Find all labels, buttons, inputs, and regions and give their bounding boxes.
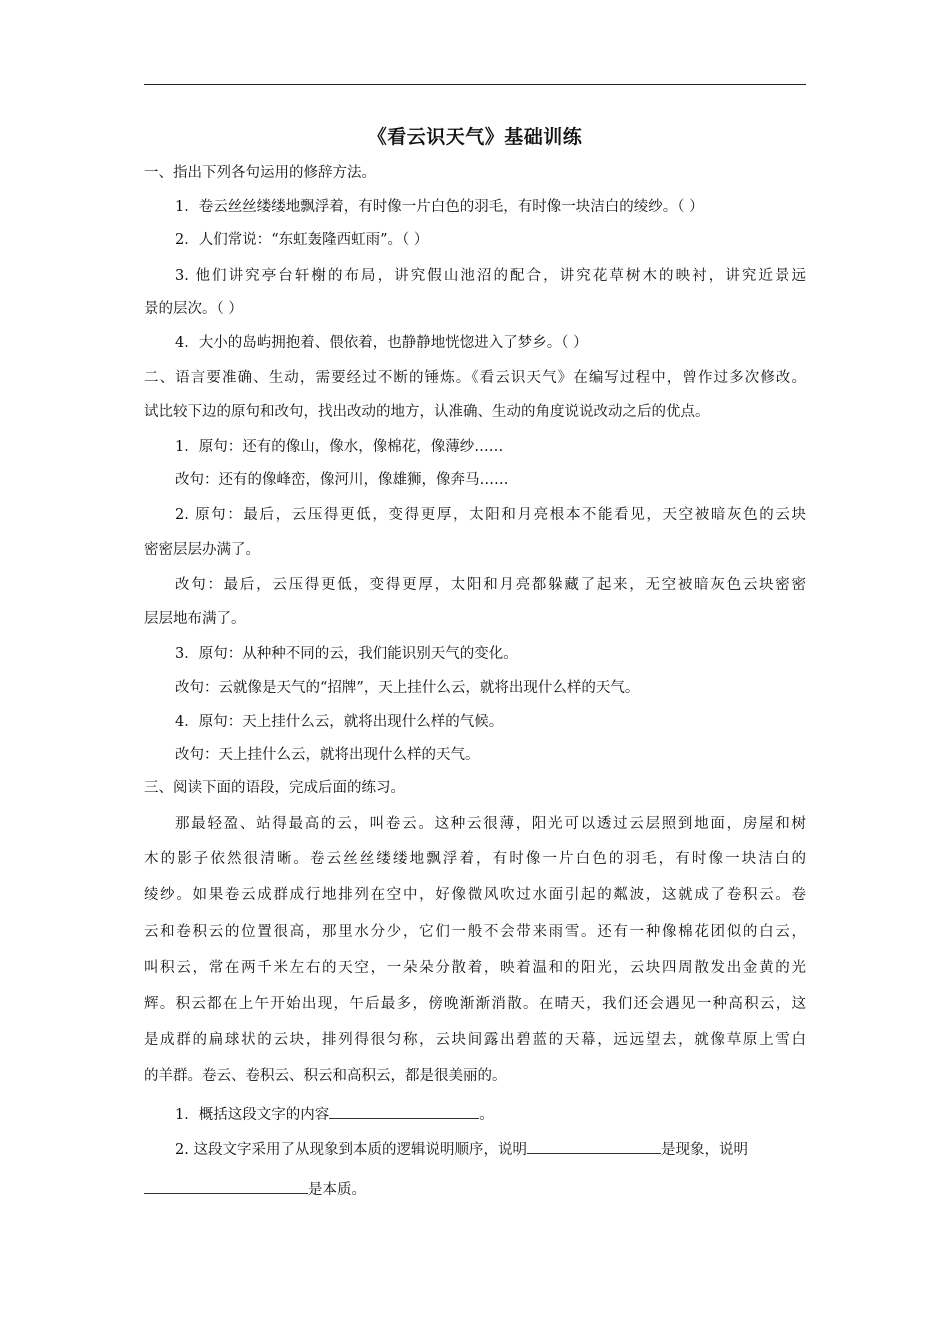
answer-blank-2[interactable] (527, 1139, 661, 1154)
header-rule (144, 84, 806, 85)
section-3-heading: 三、阅读下面的语段，完成后面的练习。 (144, 780, 405, 796)
s2-pair-1-original: 1．原句：还有的像山，像水，像棉花，像薄纱…… (175, 439, 504, 455)
s3-exercise-1-end: 。 (479, 1107, 494, 1123)
answer-blank-1[interactable] (329, 1104, 479, 1119)
s3-exercise-1 (175, 1104, 806, 1125)
s3-exercise-2-line-1 (175, 1139, 806, 1160)
passage-line-1: 那最轻盈、站得最高的云，叫卷云。这种云很薄，阳光可以透过云层照到地面，房屋和树 (175, 816, 806, 832)
s1-question-3-line-1: 3. 他们讲究亭台轩榭的布局，讲究假山池沼的配合，讲究花草树木的映衬，讲究近景远 (175, 268, 806, 284)
passage-line-4: 云和卷积云的位置很高，那里水分少，它们一般不会带来雨雪。还有一种像棉花团似的白云， (144, 924, 806, 940)
section-2-heading-line-1: 二、语言要准确、生动，需要经过不断的锤炼。《看云识天气》在编写过程中，曾作过多次修改。 (144, 370, 806, 386)
section-2-heading-line-2: 试比较下边的原句和改句，找出改动的地方，认准确、生动的角度说说改动之后的优点。 (144, 404, 710, 420)
s2-pair-1-revised: 改句：还有的像峰峦，像河川，像雄狮，像奔马…… (175, 472, 509, 488)
s3-exercise-2-mid: 是现象，说明 (660, 1142, 748, 1158)
s2-pair-3-original: 3．原句：从种种不同的云，我们能识别天气的变化。 (175, 646, 518, 662)
passage-line-2: 木的影子依然很清晰。卷云丝丝缕缕地飘浮着，有时像一片白色的羽毛，有时像一块洁白的 (144, 851, 806, 867)
s2-pair-4-original: 4．原句：天上挂什么云，就将出现什么样的气候。 (175, 714, 504, 730)
passage-line-8: 的羊群。卷云、卷积云、积云和高积云，都是很美丽的。 (144, 1068, 507, 1084)
passage-line-3: 绫纱。如果卷云成群成行地排列在空中，好像微风吹过水面引起的粼波，这就成了卷积云。卷 (144, 887, 806, 903)
s2-pair-2-original-line-2: 密密层层办满了。 (144, 542, 260, 558)
s1-question-4: 4．大小的岛屿拥抱着、偎依着，也静静地恍惚进入了梦乡。（ ） (175, 335, 588, 351)
s1-question-2: 2．人们常说：“东虹轰隆西虹雨”。（ ） (175, 232, 429, 248)
s1-question-3-line-2: 景的层次。（ ） (144, 301, 243, 317)
s2-pair-4-revised: 改句：天上挂什么云，就将出现什么样的天气。 (175, 747, 480, 763)
page-title: 《看云识天气》基础训练 (367, 126, 583, 148)
s2-pair-2-revised-line-1: 改句：最后，云压得更低，变得更厚，太阳和月亮都躲藏了起来，无空被暗灰色云块密密 (175, 577, 806, 593)
s3-exercise-2-end: 是本质。 (308, 1182, 366, 1198)
passage-line-5: 叫积云，常在两千米左右的天空，一朵朵分散着，映着温和的阳光，云块四周散发出金黄的光 (144, 960, 806, 976)
answer-blank-3[interactable] (144, 1179, 308, 1194)
passage-line-6: 辉。积云都在上午开始出现，午后最多，傍晚渐渐消散。在晴天，我们还会遇见一种高积云，这 (144, 996, 806, 1012)
s3-exercise-1-prompt: 1．概括这段文字的内容 (175, 1107, 330, 1123)
s3-exercise-2-line-2 (144, 1179, 806, 1200)
s2-pair-2-original-line-1: 2. 原句：最后，云压得更低，变得更厚，太阳和月亮根本不能看见，天空被暗灰色的云块 (175, 507, 806, 523)
s2-pair-3-revised: 改句：云就像是天气的“招牌”，天上挂什么云，就将出现什么样的天气。 (175, 680, 640, 696)
s3-exercise-2-prompt: 2. 这段文字采用了从现象到本质的逻辑说明顺序，说明 (175, 1142, 527, 1158)
passage-line-7: 是成群的扁球状的云块，排列得很匀称，云块间露出碧蓝的天幕，远远望去，就像草原上雪白 (144, 1032, 806, 1048)
section-1-heading: 一、指出下列各句运用的修辞方法。 (144, 165, 376, 181)
s2-pair-2-revised-line-2: 层层地布满了。 (144, 611, 246, 627)
s1-question-1: 1．卷云丝丝缕缕地飘浮着，有时像一片白色的羽毛，有时像一块洁白的绫纱。（ ） (175, 199, 704, 215)
